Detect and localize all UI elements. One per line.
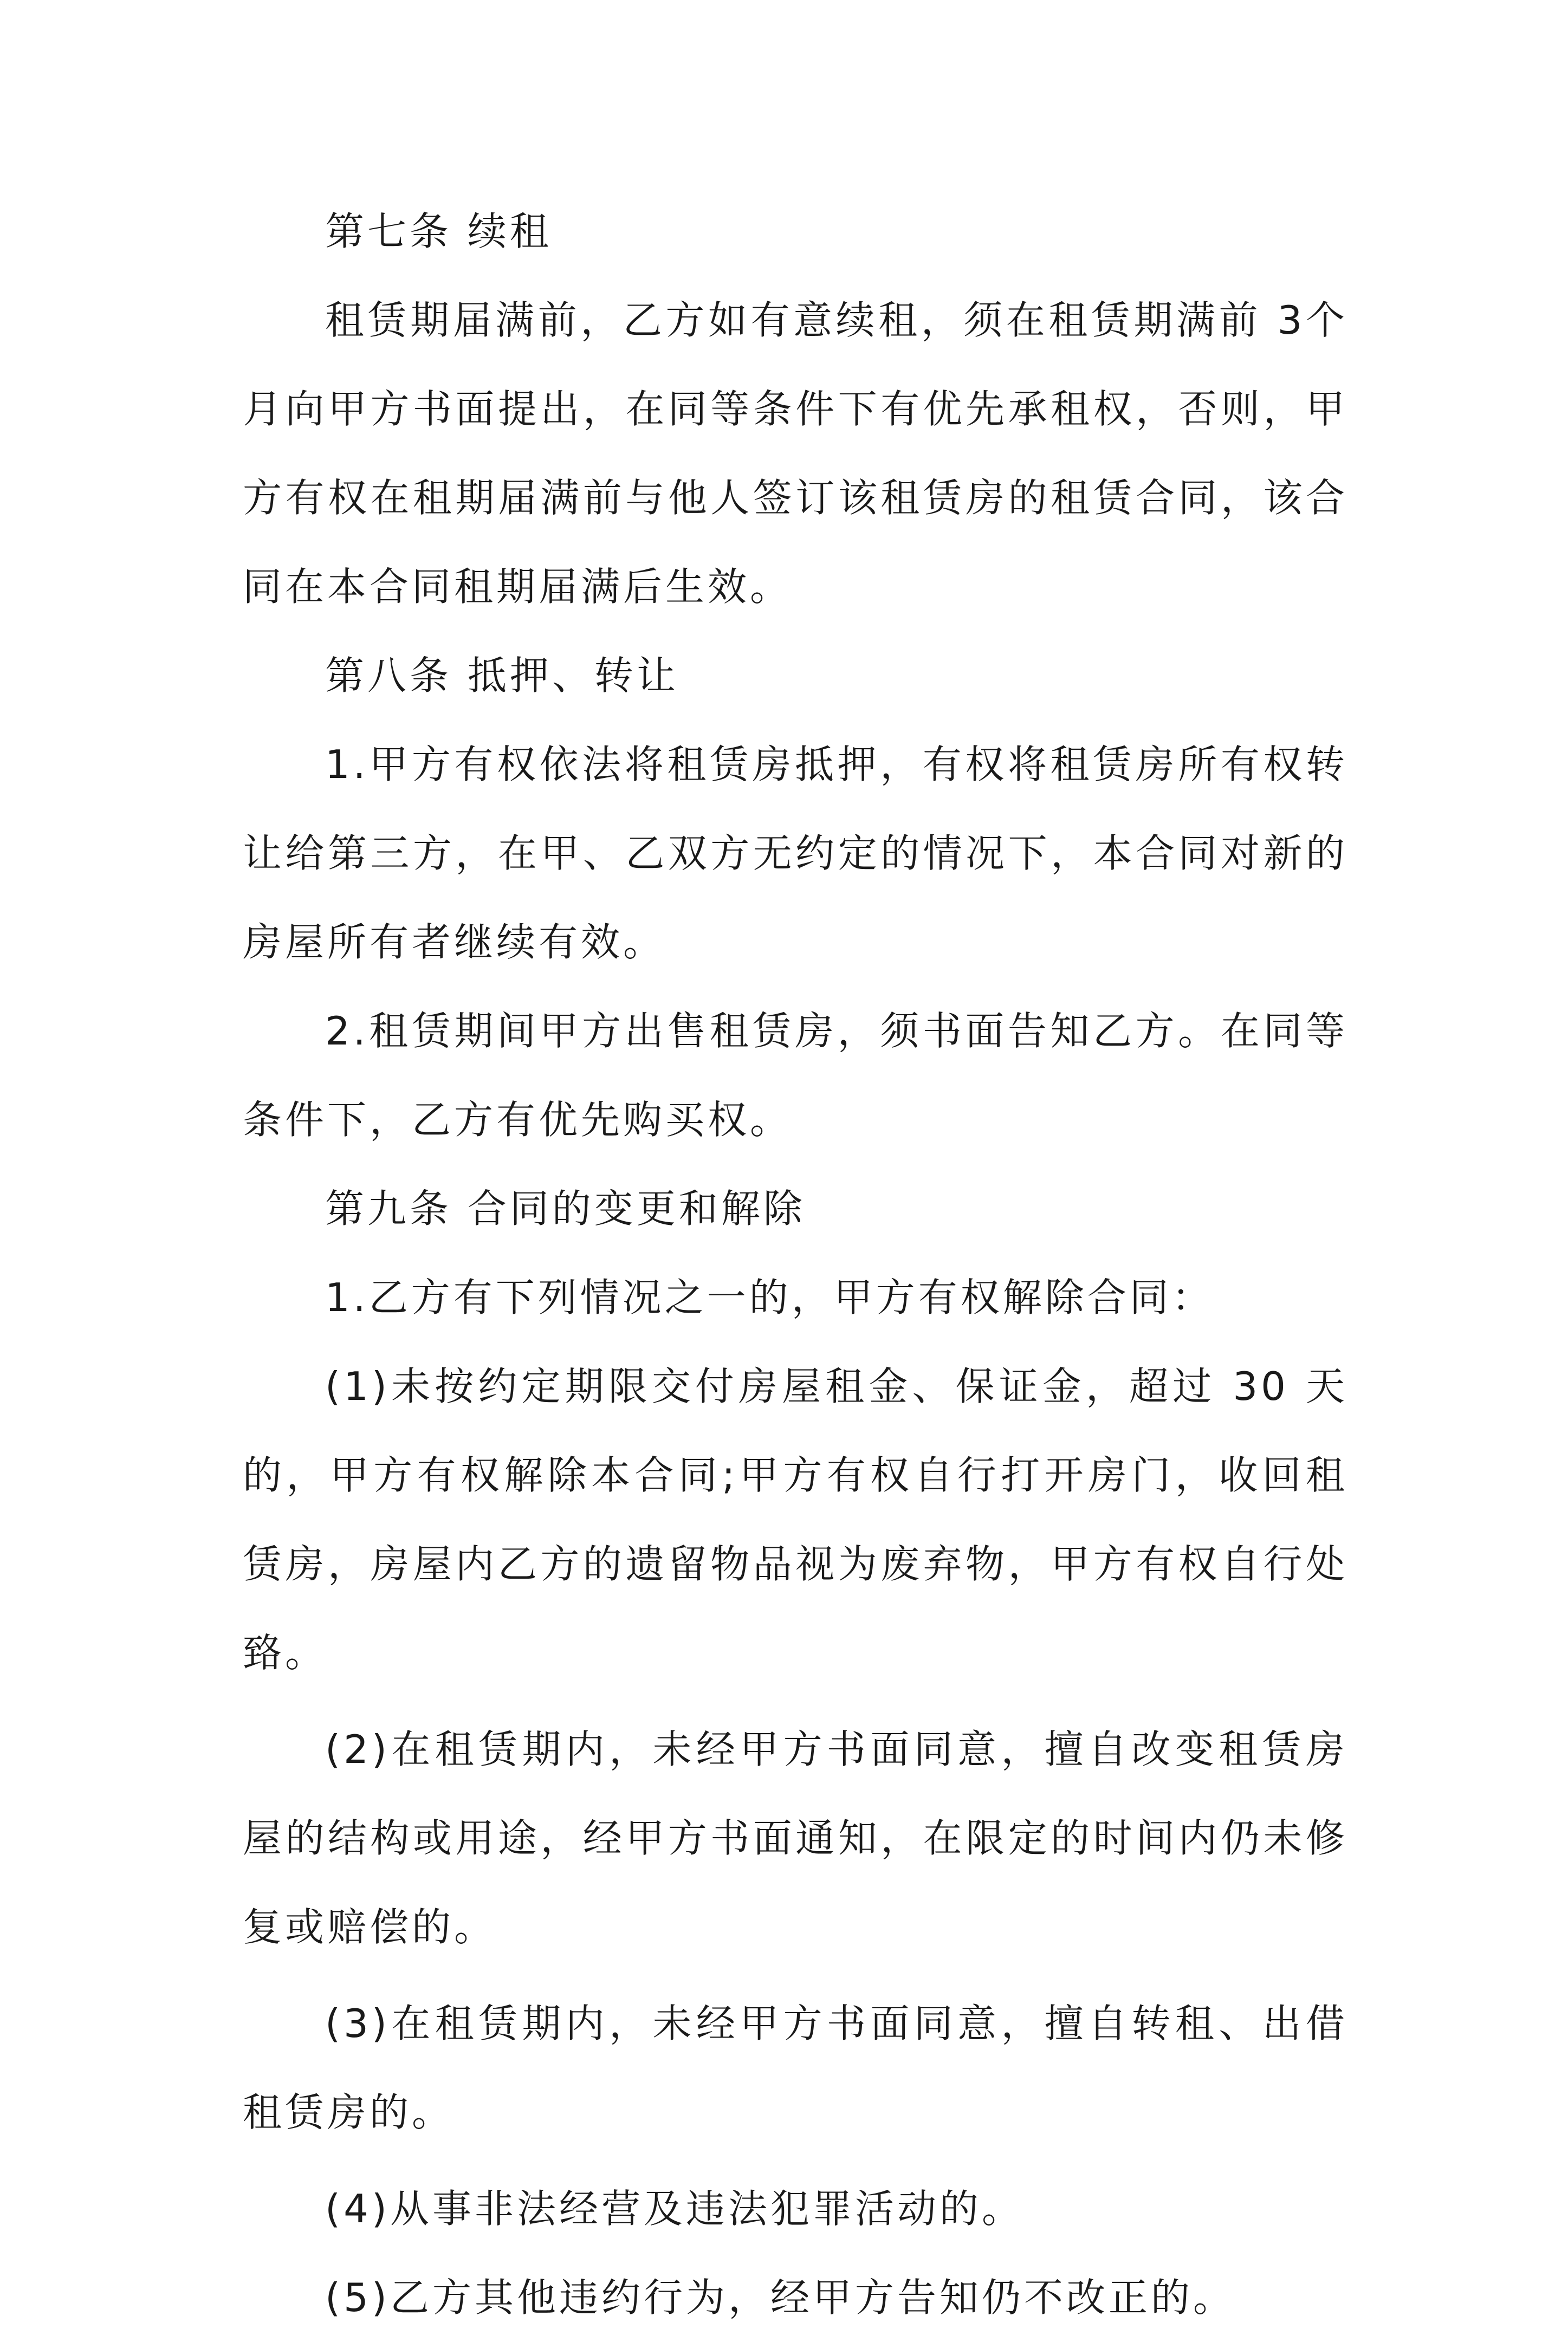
article-9-item-2: (2)在租赁期内，未经甲方书面同意，擅自改变租赁房屋的结构或用途，经甲方书面通知，在限定的时间内仍未修复或赔偿的。	[243, 1727, 1348, 1950]
article-9-item-1: (1)未按约定期限交付房屋租金、保证金，超过 30 天的，甲方有权解除本合同;甲方有权自行打开房门，收回租赁房，房屋内乙方的遗留物品视为废弃物，甲方有权自行处臵。	[243, 1364, 1348, 1676]
document-body	[243, 187, 1348, 2342]
article-7-heading: 第七条 续租	[325, 209, 552, 254]
article-9-heading: 第九条 合同的变更和解除	[325, 1186, 806, 1231]
article-9-item-3: (3)在租赁期内，未经甲方书面同意，擅自转租、出借租赁房的。	[243, 2001, 1348, 2135]
article-8-clause-1: 1.甲方有权依法将租赁房抵押，有权将租赁房所有权转让给第三方，在甲、乙双方无约定的情况下，本合同对新的房屋所有者继续有效。	[243, 742, 1348, 965]
article-7-paragraph: 租赁期届满前，乙方如有意续租，须在租赁期满前 3个月向甲方书面提出，在同等条件下有优先承租权，否则，甲方有权在租期届满前与他人签订该租赁房的租赁合同，该合同在本合同租期届满后生效。	[243, 297, 1348, 609]
article-8-heading: 第八条 抵押、转让	[325, 653, 679, 698]
article-9-clause-1: 1.乙方有下列情况之一的，甲方有权解除合同：	[325, 1275, 1214, 1320]
article-8-clause-2: 2.租赁期间甲方出售租赁房，须书面告知乙方。在同等条件下，乙方有优先购买权。	[243, 1008, 1348, 1143]
article-9-item-5: (5)乙方其他违约行为，经甲方告知仍不改正的。	[325, 2275, 1235, 2320]
article-9-item-4: (4)从事非法经营及违法犯罪活动的。	[325, 2186, 1024, 2231]
